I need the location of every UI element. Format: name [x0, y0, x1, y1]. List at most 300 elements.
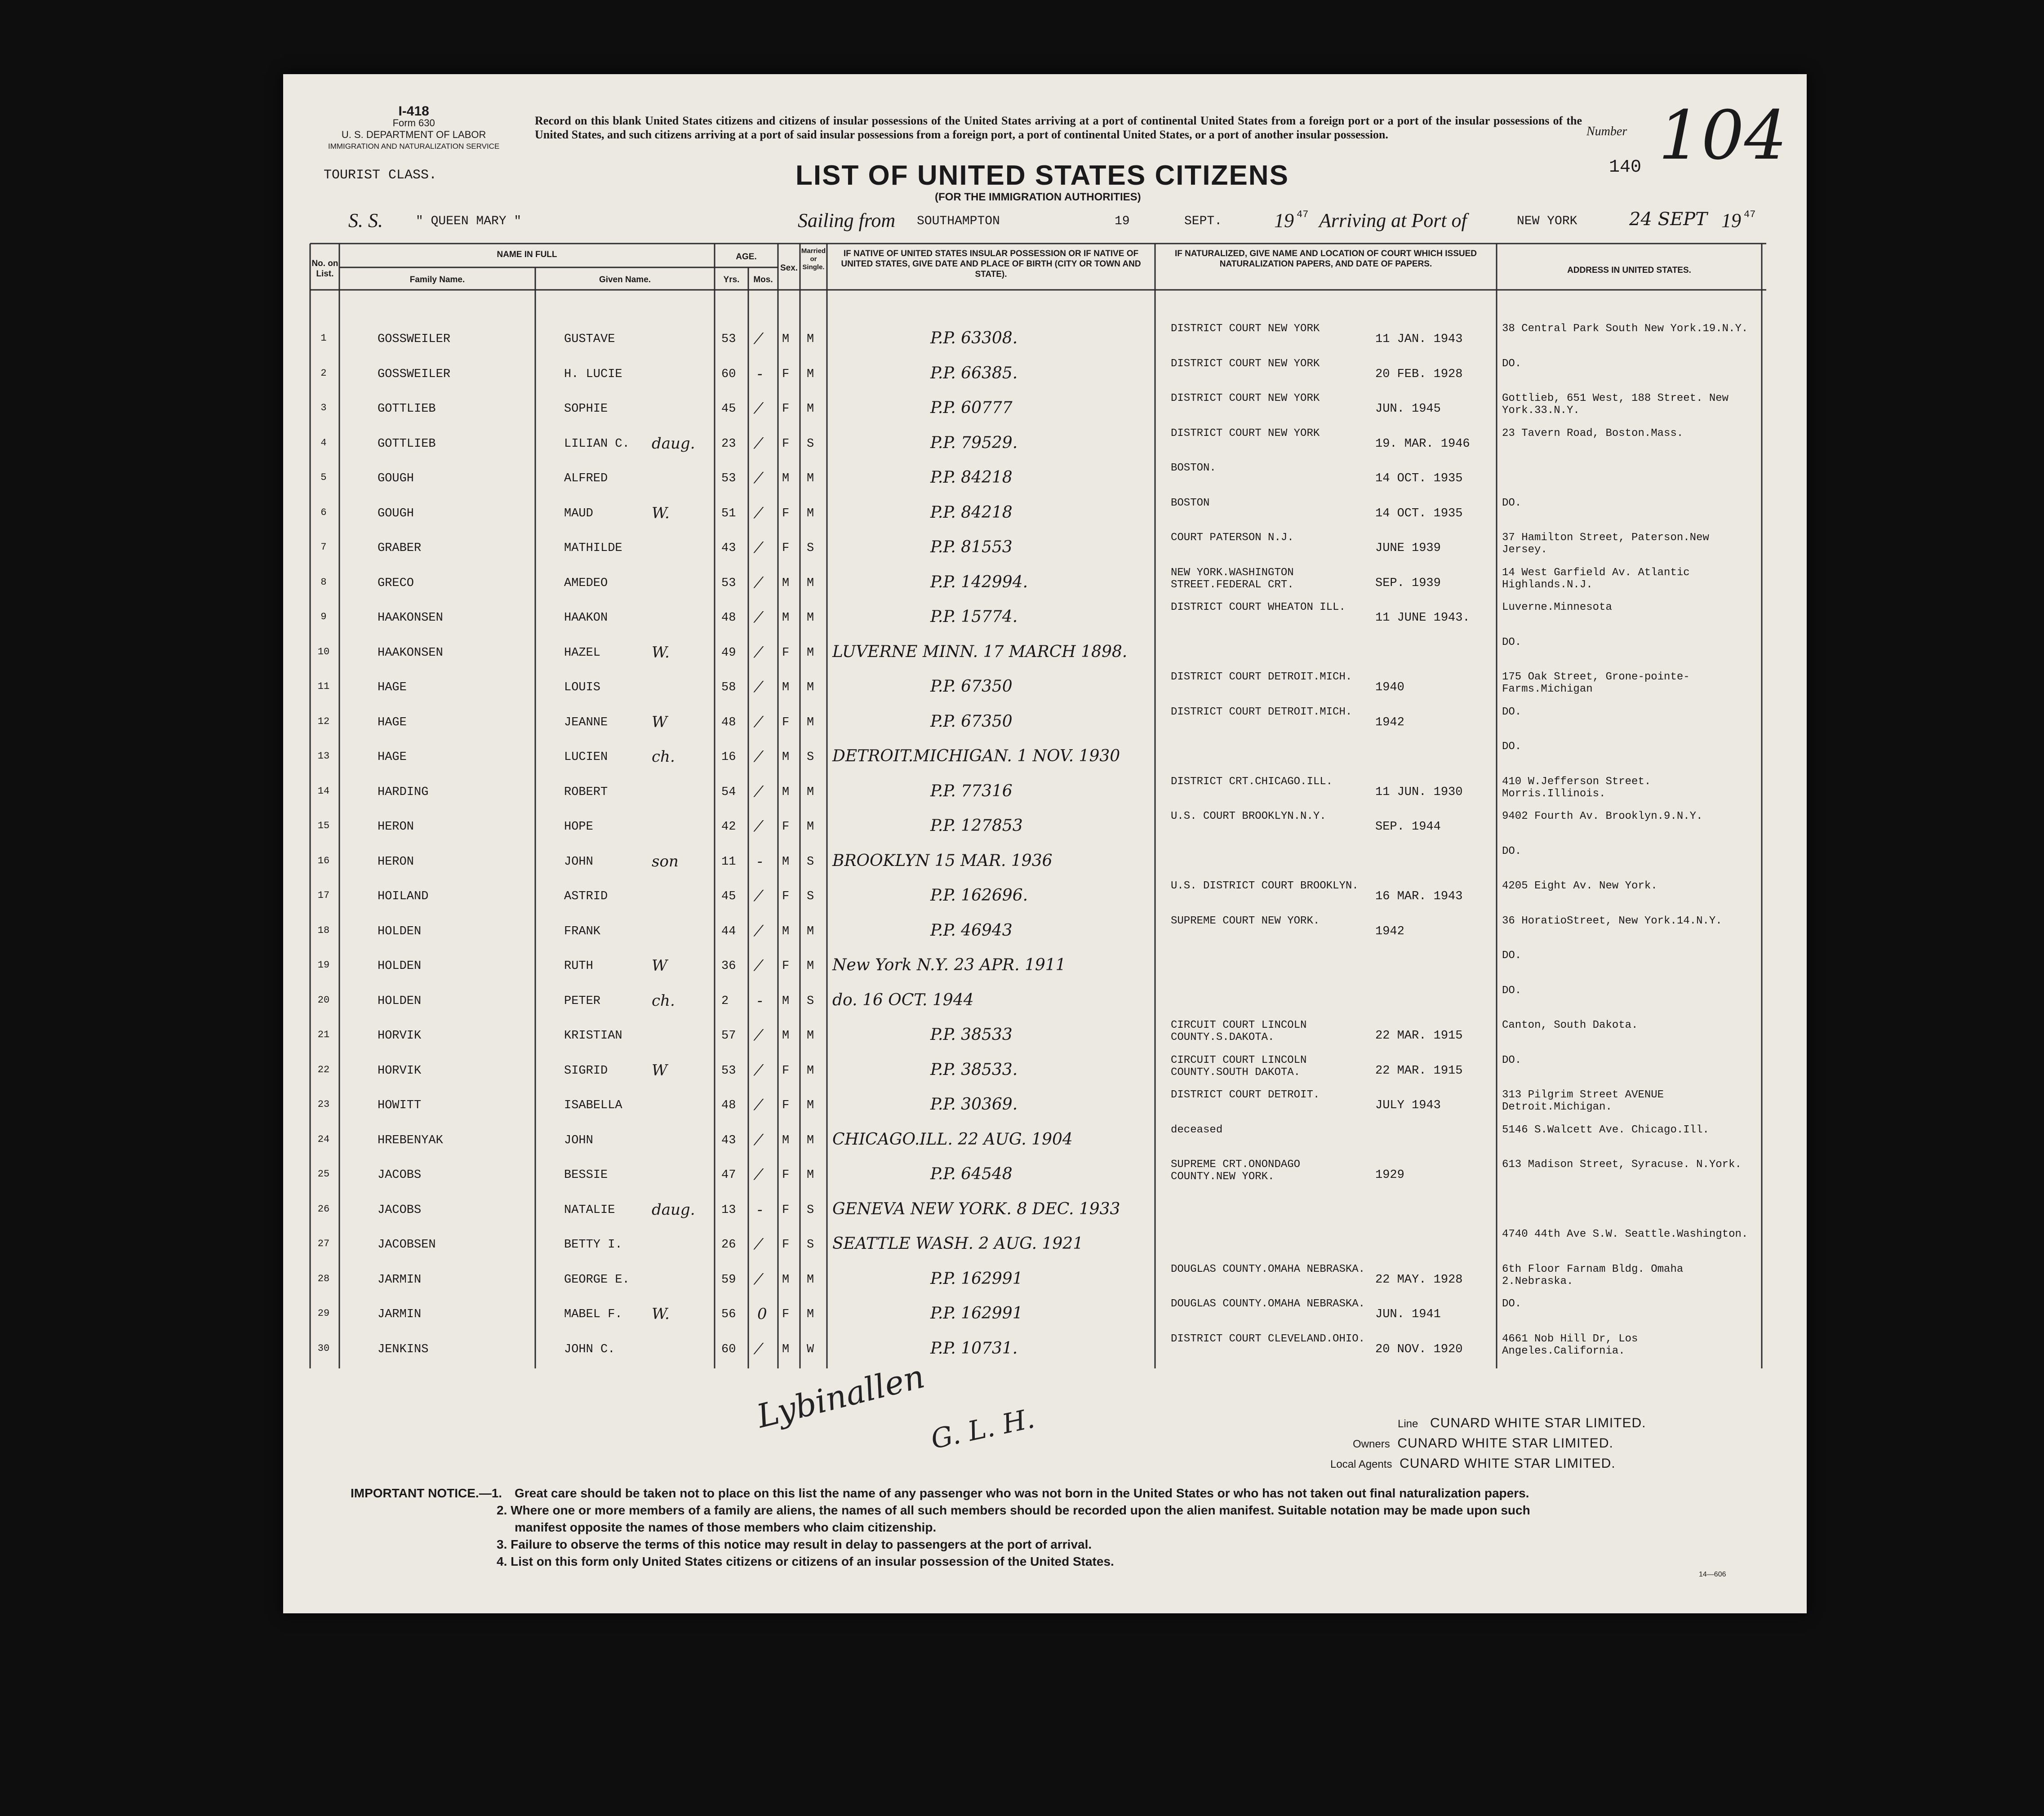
arrival-year: 47 — [1744, 209, 1756, 220]
us-address: 14 West Garfield Av. Atlantic Highlands.N.J. — [1502, 566, 1690, 591]
row-number: 11 — [317, 681, 330, 692]
row-number: 23 — [317, 1099, 330, 1110]
given-name: ISABELLA — [564, 1099, 622, 1112]
us-address: 410 W.Jefferson Street. Morris.Illinois. — [1502, 775, 1651, 800]
given-name: MATHILDE — [564, 542, 622, 555]
col-header-naturalized: IF NATURALIZED, GIVE NAME AND LOCATION OF COURT WHICH ISSUED NATURALIZATION PAPERS, AND DATE OF PAPERS. — [1174, 249, 1477, 269]
col-header-given-name: Given Name. — [599, 275, 651, 284]
agents-label — [1330, 1456, 1616, 1471]
family-name: GRECO — [378, 576, 414, 590]
age-months: - — [757, 364, 763, 383]
naturalization-date: 14 OCT. 1935 — [1375, 506, 1463, 520]
marital-status: W — [807, 1342, 814, 1356]
given-name: SOPHIE — [564, 402, 608, 416]
age-months: ⁄ — [757, 1096, 760, 1114]
age-months: 0 — [757, 1305, 767, 1323]
us-address: DO. — [1502, 845, 1522, 857]
naturalization-court: DISTRICT COURT DETROIT.MICH. — [1171, 706, 1352, 718]
marital-status: M — [807, 820, 814, 834]
sex: F — [782, 1064, 790, 1078]
family-name: JENKINS — [378, 1342, 429, 1356]
given-name: ROBERT — [564, 785, 608, 799]
age-months: ⁄ — [757, 678, 760, 696]
form-number: Form 630 — [392, 117, 435, 129]
sex: M — [782, 785, 790, 799]
age-months: ⁄ — [757, 922, 760, 940]
col-header-months: Mos. — [753, 275, 773, 284]
us-address: 38 Central Park South New York.19.N.Y. — [1502, 323, 1748, 335]
table-grid — [283, 74, 1807, 1613]
family-name: HERON — [378, 820, 414, 834]
us-address: 175 Oak Street, Grone-pointe-Farms.Michigan — [1502, 671, 1690, 695]
marital-status: M — [807, 715, 814, 729]
birth-or-passport: P.P. 30369. — [930, 1095, 1018, 1114]
naturalization-court: deceased — [1171, 1123, 1223, 1136]
us-address: 4661 Nob Hill Dr, Los Angeles.California. — [1502, 1332, 1638, 1357]
us-address: DO. — [1502, 741, 1522, 753]
marital-status: S — [807, 890, 814, 903]
sex: F — [782, 1099, 790, 1112]
owners-label — [1353, 1436, 1613, 1451]
birth-or-passport: P.P. 84218 — [930, 503, 1013, 522]
row-number: 5 — [320, 472, 327, 483]
family-name: HAGE — [378, 681, 407, 694]
us-address: 9402 Fourth Av. Brooklyn.9.N.Y. — [1502, 810, 1703, 822]
line-label-text: Line — [1398, 1418, 1418, 1430]
relation-note: W — [652, 1061, 667, 1079]
notice-item-2: 2. Where one or more members of a family are aliens, the names of all such members should be recorded upon the alien manifest. Suitable notation may be made upon such — [497, 1503, 1530, 1517]
notice-item-4: 4. List on this form only United States citizens or citizens of an insular possession of the United States. — [497, 1554, 1114, 1568]
naturalization-date: 22 MAR. 1915 — [1375, 1064, 1463, 1078]
family-name: GRABER — [378, 542, 422, 555]
us-address: DO. — [1502, 1054, 1522, 1066]
age-years: 49 — [721, 646, 736, 660]
marital-status: M — [807, 785, 814, 799]
age-years: 47 — [721, 1168, 736, 1182]
birth-or-passport: P.P. 79529. — [930, 433, 1018, 452]
signature: Lybinallen — [753, 1357, 929, 1435]
naturalization-date: 1942 — [1375, 924, 1404, 938]
us-address: Gottlieb, 651 West, 188 Street. New York.33.N.Y. — [1502, 392, 1729, 417]
col-header-years: Yrs. — [723, 275, 740, 284]
given-name: ASTRID — [564, 890, 608, 903]
relation-note: W — [652, 713, 667, 731]
marital-status: M — [807, 1168, 814, 1182]
row-number: 30 — [317, 1342, 330, 1354]
age-years: 43 — [721, 1133, 736, 1147]
row-number: 9 — [320, 611, 327, 622]
given-name: HAZEL — [564, 646, 601, 660]
birth-or-passport: P.P. 77316 — [930, 781, 1013, 800]
naturalization-date: JUN. 1945 — [1375, 402, 1441, 416]
col-header-sex: Sex. — [780, 263, 798, 273]
sex: M — [782, 924, 790, 938]
naturalization-court: NEW YORK.WASHINGTON STREET.FEDERAL CRT. — [1171, 566, 1294, 591]
age-years: 26 — [721, 1238, 736, 1252]
service-name: IMMIGRATION AND NATURALIZATION SERVICE — [328, 142, 500, 151]
sex: M — [782, 333, 790, 346]
us-address: 313 Pilgrim Street AVENUE Detroit.Michigan. — [1502, 1089, 1664, 1113]
naturalization-court: DISTRICT COURT DETROIT. — [1171, 1089, 1320, 1101]
us-address: 613 Madison Street, Syracuse. N.York. — [1502, 1159, 1742, 1171]
marital-status: S — [807, 1203, 814, 1217]
marital-status: M — [807, 1133, 814, 1147]
arriving-label: Arriving at Port of — [1319, 209, 1467, 231]
age-months: ⁄ — [757, 1270, 760, 1288]
sex: F — [782, 715, 790, 729]
birth-or-passport: P.P. 162696. — [930, 886, 1028, 905]
naturalization-date: 22 MAY. 1928 — [1375, 1273, 1463, 1287]
naturalization-court: DISTRICT COURT NEW YORK — [1171, 323, 1320, 335]
sex: F — [782, 959, 790, 973]
naturalization-date: 1929 — [1375, 1168, 1404, 1182]
sex: F — [782, 1238, 790, 1252]
naturalization-court: U.S. DISTRICT COURT BROOKLYN. — [1171, 880, 1359, 892]
birth-or-passport: P.P. 162991 — [930, 1304, 1023, 1323]
given-name: LILIAN C. — [564, 437, 630, 451]
signature: G. L. H. — [928, 1403, 1038, 1456]
birth-or-passport: P.P. 142994. — [930, 573, 1028, 591]
given-name: ALFRED — [564, 472, 608, 485]
age-months: - — [757, 1200, 763, 1219]
row-number: 4 — [320, 437, 327, 448]
naturalization-date: 14 OCT. 1935 — [1375, 472, 1463, 485]
us-address: 37 Hamilton Street, Paterson.New Jersey. — [1502, 532, 1709, 556]
family-name: HAGE — [378, 750, 407, 764]
age-months: ⁄ — [757, 713, 760, 731]
naturalization-date: 1940 — [1375, 681, 1404, 694]
department-name: U. S. DEPARTMENT OF LABOR — [341, 129, 486, 140]
us-address: 23 Tavern Road, Boston.Mass. — [1502, 427, 1684, 440]
given-name: GEORGE E. — [564, 1273, 630, 1287]
birth-or-passport: do. 16 OCT. 1944 — [832, 990, 974, 1009]
us-address: Luverne.Minnesota — [1502, 601, 1612, 613]
class-label: TOURIST CLASS. — [324, 168, 437, 183]
naturalization-court: DISTRICT COURT NEW YORK — [1171, 357, 1320, 370]
sex: F — [782, 1308, 790, 1321]
us-address: 6th Floor Farnam Bldg. Omaha 2.Nebraska. — [1502, 1263, 1684, 1288]
birth-or-passport: P.P. 46943 — [930, 921, 1013, 940]
year-prefix: 19 — [1721, 209, 1741, 231]
family-name: JACOBS — [378, 1203, 422, 1217]
marital-status: M — [807, 611, 814, 625]
naturalization-date: JULY 1943 — [1375, 1099, 1441, 1112]
given-name: JOHN C. — [564, 1342, 615, 1356]
sailing-label: Sailing from — [798, 209, 896, 231]
given-name: SIGRID — [564, 1064, 608, 1078]
birth-or-passport: P.P. 67350 — [930, 677, 1013, 696]
relation-note: ch. — [652, 748, 675, 766]
row-number: 2 — [320, 367, 327, 379]
marital-status: S — [807, 542, 814, 555]
age-years: 54 — [721, 785, 736, 799]
naturalization-court: DOUGLAS COUNTY.OMAHA NEBRASKA. — [1171, 1298, 1365, 1310]
sex: M — [782, 1342, 790, 1356]
row-number: 14 — [317, 785, 330, 797]
family-name: HAGE — [378, 715, 407, 729]
row-number: 22 — [317, 1064, 330, 1075]
naturalization-court: DISTRICT COURT NEW YORK — [1171, 427, 1320, 440]
us-address: 5146 S.Walcett Ave. Chicago.Ill. — [1502, 1123, 1709, 1136]
sex: F — [782, 367, 790, 381]
row-number: 6 — [320, 506, 327, 518]
family-name: HARDING — [378, 785, 429, 799]
marital-status: M — [807, 367, 814, 381]
age-months: ⁄ — [757, 748, 760, 766]
naturalization-date: 1942 — [1375, 715, 1404, 729]
birth-or-passport: P.P. 162991 — [930, 1269, 1023, 1288]
relation-note: W. — [652, 504, 670, 522]
number-value: 104 — [1658, 97, 1787, 175]
year-prefix: 19 — [1274, 209, 1294, 231]
col-header-name-in-full: NAME IN FULL — [497, 250, 557, 259]
birth-or-passport: P.P. 66385. — [930, 364, 1018, 382]
age-months: ⁄ — [757, 1235, 760, 1253]
age-months: ⁄ — [757, 643, 760, 662]
marital-status: M — [807, 1273, 814, 1287]
age-years: 59 — [721, 1273, 736, 1287]
marital-status: M — [807, 506, 814, 520]
notice-item-3: 3. Failure to observe the terms of this notice may result in delay to passengers at the port of arrival. — [497, 1537, 1092, 1551]
given-name: JOHN — [564, 1133, 593, 1147]
sailing-year: 47 — [1297, 209, 1309, 220]
col-header-birth: IF NATIVE OF UNITED STATES INSULAR POSSESSION OR IF NATIVE OF UNITED STATES, GIVE DATE AND PLACE OF BIRTH (CITY OR TOWN AND STATE). — [841, 249, 1141, 279]
relation-note: W. — [652, 643, 670, 662]
col-header-address: ADDRESS IN UNITED STATES. — [1567, 266, 1691, 275]
birth-or-passport: P.P. 64548 — [930, 1165, 1013, 1183]
birth-or-passport: BROOKLYN 15 MAR. 1936 — [832, 851, 1053, 870]
naturalization-date: 11 JAN. 1943 — [1375, 333, 1463, 346]
age-months: ⁄ — [757, 1166, 760, 1184]
birth-or-passport: LUVERNE MINN. 17 MARCH 1898. — [832, 642, 1128, 661]
marital-status: M — [807, 1099, 814, 1112]
col-header-family-name: Family Name. — [409, 275, 465, 284]
us-address: DO. — [1502, 636, 1522, 648]
naturalization-date: JUNE 1939 — [1375, 542, 1441, 555]
row-number: 13 — [317, 750, 330, 762]
age-months: ⁄ — [757, 504, 760, 522]
family-name: HOILAND — [378, 890, 429, 903]
naturalization-date: SEP. 1939 — [1375, 576, 1441, 590]
row-number: 10 — [317, 646, 330, 657]
marital-status: S — [807, 994, 814, 1008]
age-years: 36 — [721, 959, 736, 973]
age-months: - — [757, 991, 763, 1010]
page-reference: 140 — [1609, 157, 1642, 178]
naturalization-court: COURT PATERSON N.J. — [1171, 532, 1294, 544]
birth-or-passport: GENEVA NEW YORK. 8 DEC. 1933 — [832, 1199, 1120, 1218]
age-years: 53 — [721, 472, 736, 485]
age-months: ⁄ — [757, 608, 760, 626]
birth-or-passport: P.P. 38533 — [930, 1026, 1013, 1044]
marital-status: M — [807, 681, 814, 694]
agents-label-text: Local Agents — [1330, 1458, 1392, 1470]
age-years: 23 — [721, 437, 736, 451]
age-years: 13 — [721, 1203, 736, 1217]
important-notice — [351, 1484, 1789, 1588]
family-name: HOLDEN — [378, 959, 422, 973]
sailing-day: 19 — [1115, 214, 1130, 228]
row-number: 3 — [320, 402, 327, 413]
family-name: GOUGH — [378, 472, 414, 485]
given-name: NATALIE — [564, 1203, 615, 1217]
naturalization-court: SUPREME COURT NEW YORK. — [1171, 915, 1320, 927]
family-name: HORVIK — [378, 1064, 422, 1078]
naturalization-court: DISTRICT COURT WHEATON ILL. — [1171, 601, 1346, 613]
age-months: ⁄ — [757, 1026, 760, 1044]
age-years: 58 — [721, 681, 736, 694]
page-title: LIST OF UNITED STATES CITIZENS — [795, 160, 1289, 191]
marital-status: M — [807, 576, 814, 590]
naturalization-court: DOUGLAS COUNTY.OMAHA NEBRASKA. — [1171, 1263, 1365, 1275]
owners-label-text: Owners — [1353, 1438, 1390, 1450]
naturalization-court: CIRCUIT COURT LINCOLN COUNTY.SOUTH DAKOTA. — [1171, 1054, 1307, 1079]
birth-or-passport: P.P. 15774. — [930, 608, 1018, 626]
age-months: - — [757, 852, 763, 870]
birth-or-passport: SEATTLE WASH. 2 AUG. 1921 — [832, 1234, 1084, 1253]
us-address: DO. — [1502, 357, 1522, 370]
family-name: GOTTLIEB — [378, 437, 436, 451]
marital-status: M — [807, 472, 814, 485]
given-name: KRISTIAN — [564, 1029, 622, 1043]
us-address: 4740 44th Ave S.W. Seattle.Washington. — [1502, 1228, 1748, 1240]
age-years: 53 — [721, 333, 736, 346]
naturalization-date: JUN. 1941 — [1375, 1308, 1441, 1321]
row-number: 20 — [317, 994, 330, 1006]
family-name: HERON — [378, 855, 414, 869]
marital-status: M — [807, 1029, 814, 1043]
arrival-date: 24 SEPT — [1629, 209, 1707, 230]
age-months: ⁄ — [757, 400, 760, 417]
family-name: HAAKONSEN — [378, 611, 443, 625]
form-code: 14—606 — [1699, 1571, 1726, 1578]
sex: F — [782, 646, 790, 660]
age-months: ⁄ — [757, 782, 760, 801]
relation-note: ch. — [652, 991, 675, 1010]
number-label: Number — [1586, 124, 1627, 138]
col-header-no: No. on List. — [311, 259, 338, 279]
naturalization-court: CIRCUIT COURT LINCOLN COUNTY.S.DAKOTA. — [1171, 1019, 1307, 1043]
marital-status: M — [807, 924, 814, 938]
family-name: HREBENYAK — [378, 1133, 443, 1147]
age-months: ⁄ — [757, 469, 760, 487]
naturalization-date: 19. MAR. 1946 — [1375, 437, 1470, 451]
instructions-text: Record on this blank United States citizens and citizens of insular possessions of the United States arriving at a port of continental United States from a foreign port or a port of the insular possessions of the United States, and such citizens arriving at a port of said insular possessions from a foreign port, a port of continental United States, or a port of another insular possession. — [535, 114, 1582, 141]
row-number: 15 — [317, 820, 330, 831]
naturalization-court: SUPREME CRT.ONONDAGO COUNTY.NEW YORK. — [1171, 1159, 1301, 1183]
row-number: 21 — [317, 1029, 330, 1040]
age-years: 11 — [721, 855, 736, 869]
birth-or-passport: P.P. 84218 — [930, 468, 1013, 487]
col-header-married: Married or Single. — [801, 247, 826, 271]
sex: M — [782, 1133, 790, 1147]
form-number-alt: I-418 — [398, 104, 429, 119]
us-address: DO. — [1502, 950, 1522, 962]
marital-status: S — [807, 1238, 814, 1252]
marital-status: M — [807, 646, 814, 660]
marital-status: M — [807, 1064, 814, 1078]
family-name: GOSSWEILER — [378, 333, 451, 346]
notice-label: IMPORTANT NOTICE.—1. — [351, 1486, 502, 1500]
given-name: GUSTAVE — [564, 333, 615, 346]
row-number: 24 — [317, 1133, 330, 1145]
age-years: 48 — [721, 715, 736, 729]
row-number: 1 — [320, 333, 327, 344]
given-name: MABEL F. — [564, 1308, 622, 1321]
birth-or-passport: P.P. 10731. — [930, 1339, 1018, 1358]
family-name: JARMIN — [378, 1308, 422, 1321]
sex: F — [782, 402, 790, 416]
age-months: ⁄ — [757, 330, 760, 348]
relation-note: W. — [652, 1305, 670, 1323]
relation-note: daug. — [652, 434, 695, 453]
age-months: ⁄ — [757, 1340, 760, 1358]
age-months: ⁄ — [757, 957, 760, 975]
col-header-age: AGE. — [736, 252, 757, 262]
marital-status: M — [807, 959, 814, 973]
row-number: 7 — [320, 542, 327, 553]
ss-label: S. S. — [348, 209, 383, 231]
us-address: DO. — [1502, 1298, 1522, 1310]
naturalization-court: DISTRICT CRT.CHICAGO.ILL. — [1171, 775, 1333, 788]
naturalization-court: DISTRICT COURT NEW YORK — [1171, 392, 1320, 404]
marital-status: M — [807, 333, 814, 346]
row-number: 28 — [317, 1273, 330, 1284]
given-name: MAUD — [564, 506, 593, 520]
row-number: 12 — [317, 715, 330, 727]
family-name: HOWITT — [378, 1099, 422, 1112]
family-name: JACOBS — [378, 1168, 422, 1182]
age-years: 42 — [721, 820, 736, 834]
row-number: 26 — [317, 1203, 330, 1215]
marital-status: M — [807, 402, 814, 416]
family-name: JACOBSEN — [378, 1238, 436, 1252]
age-months: ⁄ — [757, 1131, 760, 1149]
relation-note: daug. — [652, 1200, 695, 1219]
sex: M — [782, 681, 790, 694]
age-years: 45 — [721, 890, 736, 903]
voyage-line — [348, 209, 1786, 236]
sex: F — [782, 1168, 790, 1182]
naturalization-court: BOSTON — [1171, 497, 1210, 509]
agents-value: CUNARD WHITE STAR LIMITED. — [1400, 1456, 1616, 1471]
given-name: BESSIE — [564, 1168, 608, 1182]
line-label — [1398, 1416, 1646, 1431]
age-years: 43 — [721, 542, 736, 555]
age-years: 44 — [721, 924, 736, 938]
birth-or-passport: P.P. 63308. — [930, 329, 1018, 347]
sex: F — [782, 437, 790, 451]
age-years: 51 — [721, 506, 736, 520]
us-address: Canton, South Dakota. — [1502, 1019, 1638, 1031]
naturalization-court: U.S. COURT BROOKLYN.N.Y. — [1171, 810, 1326, 822]
sex: M — [782, 1273, 790, 1287]
age-months: ⁄ — [757, 1061, 760, 1079]
age-months: ⁄ — [757, 573, 760, 592]
us-address: 4205 Eight Av. New York. — [1502, 880, 1657, 892]
row-number: 27 — [317, 1238, 330, 1249]
family-name: HOLDEN — [378, 924, 422, 938]
birth-or-passport: P.P. 67350 — [930, 712, 1013, 731]
marital-status: S — [807, 437, 814, 451]
age-years: 48 — [721, 1099, 736, 1112]
birth-or-passport: New York N.Y. 23 APR. 1911 — [832, 956, 1066, 974]
arrival-port: NEW YORK — [1517, 214, 1577, 228]
age-years: 53 — [721, 1064, 736, 1078]
naturalization-date: 20 NOV. 1920 — [1375, 1342, 1463, 1356]
age-years: 2 — [721, 994, 729, 1008]
family-name: HOLDEN — [378, 994, 422, 1008]
